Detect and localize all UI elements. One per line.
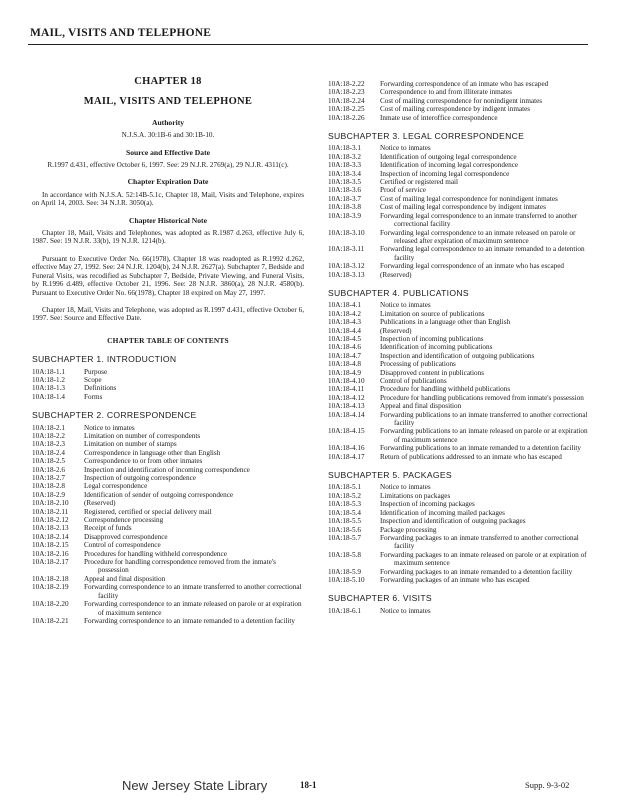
source-heading: Source and Effective Date	[125, 147, 210, 157]
section-title: (Reserved)	[380, 326, 412, 335]
toc-entry	[328, 352, 590, 360]
section-title: Forwarding legal correspondence of an inmate who has escaped	[380, 262, 565, 271]
toc-entry	[328, 97, 590, 105]
section-number: 10A:18-1.1	[32, 367, 65, 376]
section-title: Forwarding packages to an inmate transferred to another correctional facility	[380, 533, 579, 551]
section-number: 10A:18-3.13	[328, 270, 365, 279]
toc-entry	[328, 453, 590, 461]
history-paragraph: Chapter 18, Mail, Visits and Telephone, was adopted as R.1997 d.431, effective October 6, 1997. See: Source and Effective Date.	[32, 305, 304, 323]
section-number: 10A:18-4.17	[328, 452, 365, 461]
section-number: 10A:18-3.6	[328, 186, 361, 195]
toc-entry	[328, 534, 590, 551]
section-number: 10A:18-1.4	[32, 392, 65, 401]
toc-entry	[32, 508, 304, 516]
toc-entry	[32, 499, 304, 507]
toc-entry	[32, 368, 304, 376]
section-number: 10A:18-2.15	[32, 541, 69, 550]
toc-entry	[328, 212, 590, 229]
subchapter-5-list	[328, 483, 590, 584]
toc-entry	[328, 402, 590, 410]
section-title: Forwarding packages of an inmate who has escaped	[380, 575, 530, 584]
toc-entry	[328, 80, 590, 88]
section-number: 10A:18-4.3	[328, 318, 361, 327]
toc-entry	[32, 583, 304, 600]
subchapter-5-title: SUBCHAPTER 5. PACKAGES	[328, 470, 452, 481]
section-number: 10A:18-6.1	[328, 606, 361, 615]
section-title: Legal correspondence	[84, 482, 148, 491]
subchapter-4-list	[328, 301, 590, 461]
section-number: 10A:18-2.14	[32, 532, 69, 541]
section-title: Cost of mailing correspondence by indigent inmates	[380, 105, 531, 114]
section-title: Correspondence in language other than English	[84, 448, 221, 457]
toc-entry	[328, 360, 590, 368]
section-number: 10A:18-2.22	[328, 80, 365, 88]
section-number: 10A:18-3.9	[328, 211, 361, 220]
section-number: 10A:18-3.10	[328, 228, 365, 237]
toc-entry	[32, 491, 304, 499]
section-number: 10A:18-2.19	[32, 583, 69, 592]
section-number: 10A:18-4.1	[328, 301, 361, 310]
section-number: 10A:18-5.9	[328, 567, 361, 576]
section-number: 10A:18-4.13	[328, 402, 365, 411]
toc-entry	[32, 449, 304, 457]
toc-entry	[328, 343, 590, 351]
section-title: Limitation on number of stamps	[84, 440, 177, 449]
toc-entry	[328, 318, 590, 326]
section-number: 10A:18-2.8	[32, 482, 65, 491]
section-number: 10A:18-2.6	[32, 465, 65, 474]
section-title: Forwarding packages to an inmate remanded to a detention facility	[380, 567, 573, 576]
section-title: Notice to inmates	[84, 423, 135, 432]
section-number: 10A:18-4.14	[328, 410, 365, 419]
left-column	[32, 78, 304, 625]
history-paragraph: Pursuant to Executive Order No. 66(1978), Chapter 18 was readopted as R.1992 d.262, effective May 27, 1992. See: 24 N.J.R. 1204(b), 24 N.J.R. 2627(a). Subchapter 7, Bedside and Funeral Visits, was recodified as Subchapter 7, Bedside, Private Viewing, and Funeral Visits, by R.1996 d.489, effective October 21, 1996. See: 28 N.J.R. 3860(a), 28 N.J.R. 4580(b). Pursuant to Executive Order No. 66(1978), Chapter 18 expired on May 27, 1997.	[32, 254, 304, 297]
expiration-heading: Chapter Expiration Date	[127, 177, 209, 187]
section-title: Inspection of outgoing correspondence	[84, 474, 196, 482]
toc-entry	[328, 327, 590, 335]
section-number: 10A:18-5.3	[328, 500, 361, 509]
section-title: Receipt of funds	[84, 524, 132, 533]
toc-entry	[328, 178, 590, 186]
section-title: Forwarding correspondence to an inmate transferred to another correctional facility	[84, 583, 302, 600]
source-text: R.1997 d.431, effective October 6, 1997. See: 29 N.J.R. 2769(a), 29 N.J.R. 4311(c).	[47, 161, 289, 170]
section-number: 10A:18-3.8	[328, 203, 361, 212]
section-title: Correspondence processing	[84, 516, 164, 525]
toc-entry	[328, 310, 590, 318]
toc-entry	[32, 558, 304, 575]
section-number: 10A:18-4.5	[328, 334, 361, 343]
section-title: Disapproved correspondence	[84, 532, 168, 541]
section-title: Forwarding legal correspondence to an inmate released on parole or released after expiration of maximum sentence	[380, 228, 576, 245]
subchapter-6-list	[328, 607, 590, 615]
section-title: Definitions	[84, 384, 117, 393]
section-title: Identification of outgoing legal correspondence	[380, 152, 517, 161]
section-number: 10A:18-4.4	[328, 326, 361, 335]
section-title: Cost of mailing correspondence for nonindigent inmates	[380, 96, 543, 105]
section-number: 10A:18-5.1	[328, 483, 361, 492]
section-title: Inmate use of interoffice correspondence	[380, 113, 498, 122]
section-number: 10A:18-4.15	[328, 427, 365, 436]
section-title: Notice to inmates	[380, 483, 431, 492]
subchapter-3-list	[328, 144, 590, 279]
toc-entry	[328, 427, 590, 444]
section-title: Inspection and identification of outgoing publications	[380, 351, 535, 360]
section-number: 10A:18-3.2	[328, 152, 361, 161]
section-title: Forms	[84, 392, 103, 401]
toc-entry	[328, 394, 590, 402]
section-number: 10A:18-4.12	[328, 393, 365, 402]
toc-entry	[328, 576, 590, 584]
section-title: Forwarding legal correspondence to an inmate remanded to a detention facility	[380, 245, 585, 262]
toc-entry	[328, 229, 590, 246]
section-number: 10A:18-2.2	[32, 431, 65, 440]
toc-entry	[32, 432, 304, 440]
section-number: 10A:18-3.5	[328, 178, 361, 187]
section-number: 10A:18-2.16	[32, 549, 69, 558]
toc-entry	[32, 575, 304, 583]
toc-entry	[328, 517, 590, 525]
section-title: Inspection of incoming packages	[380, 500, 475, 509]
section-title: Forwarding correspondence to an inmate remanded to a detention facility	[84, 616, 295, 625]
section-title: Limitation on source of publications	[380, 309, 485, 318]
section-title: Certified or registered mail	[380, 178, 459, 187]
toc-entry	[328, 377, 590, 385]
section-title: Registered, certified or special delivery mail	[84, 507, 212, 516]
section-number: 10A:18-3.12	[328, 262, 365, 271]
section-number: 10A:18-1.3	[32, 384, 65, 393]
toc-entry	[32, 424, 304, 432]
section-title: Identification of incoming legal correspondence	[380, 161, 519, 170]
supplement-date: Supp. 9-3-02	[525, 780, 570, 790]
toc-entry	[328, 335, 590, 343]
toc-entry	[328, 509, 590, 517]
section-title: Forwarding publications to an inmate released on parole or at expiration of maximum sentence	[380, 427, 588, 444]
section-title: Return of publications addressed to an inmate who has escaped	[380, 452, 562, 461]
page-number: 18-1	[300, 780, 317, 790]
toc-entry	[328, 203, 590, 211]
section-title: Identification of sender of outgoing correspondence	[84, 490, 234, 499]
section-title: Notice to inmates	[380, 144, 431, 153]
toc-heading: CHAPTER TABLE OF CONTENTS	[107, 335, 229, 345]
section-title: Forwarding publications to an inmate remanded to a detention facility	[380, 444, 581, 453]
section-title: Inspection and identification of incoming correspondence	[84, 465, 250, 474]
toc-entry	[32, 550, 304, 558]
toc-entry	[32, 516, 304, 524]
section-number: 10A:18-2.21	[32, 616, 69, 625]
section-number: 10A:18-4.10	[328, 377, 365, 385]
section-number: 10A:18-1.2	[32, 375, 65, 384]
subchapter-1-list	[32, 368, 304, 402]
section-number: 10A:18-5.6	[328, 525, 361, 534]
subchapter-1-title: SUBCHAPTER 1. INTRODUCTION	[32, 354, 177, 365]
toc-entry	[32, 393, 304, 401]
history-heading: Chapter Historical Note	[129, 215, 207, 225]
toc-entry	[32, 466, 304, 474]
subchapter-2-list	[32, 424, 304, 626]
expiration-text: In accordance with N.J.S.A. 52:14B-5.1c, Chapter 18, Mail, Visits and Telephone, expires on April 14, 2003. See: 34 N.J.R. 3050(a).	[32, 190, 304, 208]
section-title: Processing of publications	[380, 360, 456, 369]
subchapter-2-list-continued	[328, 80, 590, 122]
section-title: Publications in a language other than English	[380, 318, 511, 327]
section-number: 10A:18-4.8	[328, 360, 361, 369]
section-number: 10A:18-5.4	[328, 508, 361, 517]
toc-entry	[328, 271, 590, 279]
section-number: 10A:18-2.10	[32, 499, 69, 508]
subchapter-4-title: SUBCHAPTER 4. PUBLICATIONS	[328, 287, 469, 298]
section-number: 10A:18-4.7	[328, 351, 361, 360]
authority-text: N.J.S.A. 30:1B-6 and 30:1B-10.	[121, 131, 215, 140]
toc-entry	[328, 411, 590, 428]
section-title: Package processing	[380, 525, 437, 534]
section-title: Forwarding legal correspondence to an inmate transferred to another correctional facility	[380, 211, 578, 229]
toc-entry	[328, 492, 590, 500]
toc-entry	[328, 114, 590, 122]
chapter-heading: CHAPTER 18	[134, 76, 202, 87]
section-number: 10A:18-2.7	[32, 474, 65, 482]
toc-entry	[328, 526, 590, 534]
section-title: Cost of mailing legal correspondence by indigent inmates	[380, 203, 546, 212]
toc-entry	[32, 440, 304, 448]
section-title: Procedures for handling withheld correspondence	[84, 549, 227, 558]
section-title: Purpose	[84, 367, 108, 376]
toc-entry	[32, 376, 304, 384]
toc-entry	[328, 245, 590, 262]
section-number: 10A:18-2.24	[328, 96, 365, 105]
subchapter-2-title: SUBCHAPTER 2. CORRESPONDENCE	[32, 410, 197, 421]
section-title: Disapproved content in publications	[380, 368, 484, 377]
section-title: Procedure for handling publications removed from inmate's possession	[380, 393, 584, 402]
section-title: Forwarding correspondence to an inmate released on parole or at expiration of maximum sentence	[84, 600, 302, 617]
toc-entry	[328, 385, 590, 393]
section-number: 10A:18-2.12	[32, 516, 69, 525]
section-title: Inspection of incoming publications	[380, 334, 484, 343]
history-paragraph: Chapter 18, Mail, Visits and Telephones, was adopted as R.1987 d.263, effective July 6, 1987. See: 19 N.J.R. 33(b), 19 N.J.R. 1214(b).	[32, 229, 304, 246]
section-title: (Reserved)	[84, 499, 116, 508]
header-rule	[28, 44, 588, 45]
section-title: Procedure for handling correspondence removed from the inmate's possession	[84, 558, 276, 575]
toc-entry	[328, 607, 590, 615]
toc-entry	[328, 161, 590, 169]
section-title: Inspection of incoming legal correspondence	[380, 169, 510, 178]
section-number: 10A:18-4.11	[328, 385, 365, 394]
section-title: Proof of service	[380, 186, 426, 195]
section-number: 10A:18-3.11	[328, 245, 365, 254]
authority-heading: Authority	[151, 117, 185, 127]
toc-entry	[328, 301, 590, 309]
section-number: 10A:18-4.16	[328, 444, 365, 453]
toc-entry	[328, 186, 590, 194]
section-title: Limitation on number of correspondents	[84, 431, 201, 440]
toc-entry	[328, 568, 590, 576]
section-title: Forwarding correspondence of an inmate who has escaped	[380, 80, 549, 88]
section-number: 10A:18-3.7	[328, 194, 361, 203]
right-column	[328, 80, 590, 615]
toc-entry	[328, 551, 590, 568]
section-title: Notice to inmates	[380, 606, 431, 615]
toc-entry	[32, 384, 304, 392]
section-title: Appeal and final disposition	[380, 402, 462, 411]
running-head: MAIL, VISITS AND TELEPHONE	[30, 27, 212, 39]
toc-entry	[32, 482, 304, 490]
section-title: Forwarding publications to an inmate transferred to another correctional facility	[380, 410, 588, 428]
section-number: 10A:18-2.4	[32, 448, 65, 457]
section-number: 10A:18-4.9	[328, 368, 361, 377]
toc-entry	[328, 195, 590, 203]
toc-entry	[328, 144, 590, 152]
section-title: Limitations on packages	[380, 491, 451, 500]
section-number: 10A:18-2.26	[328, 113, 365, 122]
section-number: 10A:18-2.18	[32, 574, 69, 583]
toc-entry	[328, 88, 590, 96]
section-number: 10A:18-2.13	[32, 524, 69, 533]
toc-entry	[32, 600, 304, 617]
section-number: 10A:18-5.7	[328, 533, 361, 542]
section-title: Scope	[84, 375, 102, 384]
section-title: Identification of incoming mailed packages	[380, 508, 505, 517]
section-number: 10A:18-4.2	[328, 309, 361, 318]
section-number: 10A:18-5.8	[328, 550, 361, 559]
section-number: 10A:18-2.20	[32, 600, 69, 609]
toc-entry	[32, 533, 304, 541]
toc-entry	[32, 474, 304, 482]
toc-entry	[328, 262, 590, 270]
section-title: Control of correspondence	[84, 541, 161, 550]
toc-entry	[328, 483, 590, 491]
section-number: 10A:18-2.5	[32, 457, 65, 466]
toc-entry	[328, 105, 590, 113]
section-title: Appeal and final disposition	[84, 574, 166, 583]
section-number: 10A:18-2.9	[32, 490, 65, 499]
section-title: (Reserved)	[380, 270, 412, 279]
section-title: Identification of incoming publications	[380, 343, 493, 352]
section-title: Cost of mailing legal correspondence for nonindigent inmates	[380, 194, 558, 203]
section-title: Notice to inmates	[380, 301, 431, 310]
section-number: 10A:18-5.5	[328, 517, 361, 526]
section-number: 10A:18-2.3	[32, 440, 65, 449]
section-number: 10A:18-4.6	[328, 343, 361, 352]
toc-entry	[32, 457, 304, 465]
section-number: 10A:18-5.10	[328, 575, 365, 584]
section-title: Procedure for handling withheld publications	[380, 385, 511, 394]
toc-entry	[32, 541, 304, 549]
toc-entry	[328, 444, 590, 452]
section-number: 10A:18-3.4	[328, 169, 361, 178]
library-watermark: New Jersey State Library	[122, 778, 268, 793]
section-number: 10A:18-2.11	[32, 507, 69, 516]
toc-entry	[328, 500, 590, 508]
section-number: 10A:18-2.23	[328, 88, 365, 97]
toc-entry	[328, 170, 590, 178]
section-number: 10A:18-2.17	[32, 558, 69, 567]
section-title: Correspondence to and from illiterate inmates	[380, 88, 512, 97]
chapter-title: MAIL, VISITS AND TELEPHONE	[83, 96, 253, 108]
section-number: 10A:18-2.25	[328, 105, 365, 114]
section-number: 10A:18-3.3	[328, 161, 361, 170]
subchapter-6-title: SUBCHAPTER 6. VISITS	[328, 593, 432, 604]
toc-entry	[32, 617, 304, 625]
section-title: Inspection and identification of outgoing packages	[380, 517, 526, 526]
section-title: Correspondence to or from other inmates	[84, 457, 203, 466]
section-title: Forwarding packages to an inmate released on parole or at expiration of maximum sentence	[380, 550, 587, 568]
section-title: Control of publications	[380, 377, 447, 385]
subchapter-3-title: SUBCHAPTER 3. LEGAL CORRESPONDENCE	[328, 131, 525, 142]
section-number: 10A:18-5.2	[328, 491, 361, 500]
toc-entry	[32, 524, 304, 532]
toc-entry	[328, 369, 590, 377]
toc-entry	[328, 153, 590, 161]
section-number: 10A:18-3.1	[328, 144, 361, 153]
section-number: 10A:18-2.1	[32, 423, 65, 432]
